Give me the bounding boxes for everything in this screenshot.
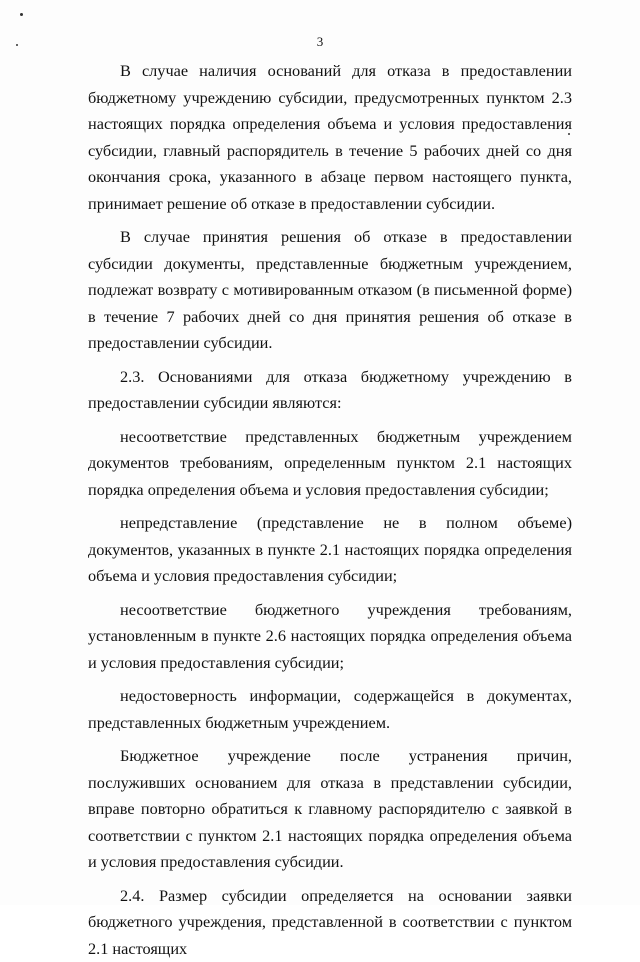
page-number: 3 [0, 34, 640, 50]
paragraph: недостоверность информации, содержащейся в документах, представленных бюджетным учреждением. [88, 683, 572, 736]
paragraph: 2.3. Основаниями для отказа бюджетному учреждению в предоставлении субсидии являются: [88, 364, 572, 417]
paragraph: В случае принятия решения об отказе в предоставлении субсидии документы, представленные бюджетным учреждением, подлежат возврату с мотивированным отказом (в письменной форме) в течение 7 рабочих дней со дня принятия решения об отказе в предоставлении субсидии. [88, 224, 572, 357]
scan-speck [20, 13, 23, 16]
paragraph: непредставление (представление не в полном объеме) документов, указанных в пункте 2.1 настоящих порядка определения объема и условия предоставления субсидии; [88, 510, 572, 590]
document-body [88, 58, 572, 962]
paragraph: В случае наличия оснований для отказа в предоставлении бюджетному учреждению субсидии, предусмотренных пунктом 2.3 настоящих порядка определения объема и условия предоставления субсидии, главный распорядитель в течение 5 рабочих дней со дня окончания срока, указанного в абзаце первом настоящего пункта, принимает решение об отказе в предоставлении субсидии. [88, 58, 572, 217]
paragraph: Бюджетное учреждение после устранения причин, послуживших основанием для отказа в представлении субсидии, вправе повторно обратиться к главному распорядителю с заявкой в соответствии с пунктом 2.1 настоящих порядка определения объема и условия предоставления субсидии. [88, 743, 572, 876]
paragraph: несоответствие бюджетного учреждения требованиям, установленным в пункте 2.6 настоящих порядка определения объема и условия предоставления субсидии; [88, 597, 572, 677]
paragraph: 2.4. Размер субсидии определяется на основании заявки бюджетного учреждения, представленной в соответствии с пунктом 2.1 настоящих [88, 883, 572, 962]
paragraph: несоответствие представленных бюджетным учреждением документов требованиям, определенным пунктом 2.1 настоящих порядка определения объема и условия предоставления субсидии; [88, 424, 572, 504]
